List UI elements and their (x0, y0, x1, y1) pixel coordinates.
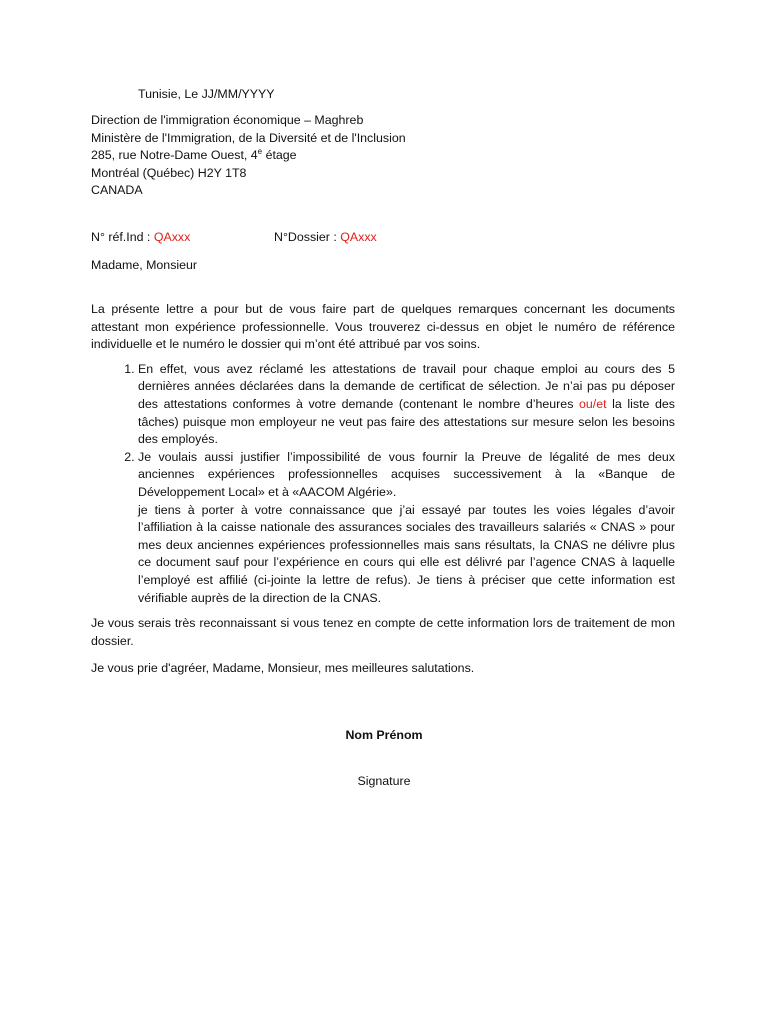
address-line-4: Montréal (Québec) H2Y 1T8 (91, 165, 247, 180)
address-line-2: Ministère de l'Immigration, de la Diversité et de l'Inclusion (91, 130, 406, 145)
salutation: Madame, Monsieur (91, 258, 198, 272)
date-line: Tunisie, Le JJ/MM/YYYY (138, 87, 275, 101)
address-line-1: Direction de l'immigration économique – Maghreb (91, 113, 364, 127)
item2-part2: je tiens à porter à votre connaissance que j’ai essayé par toutes les voies légales d’avoir l’affiliation à la caisse nationale des assurances sociales des travailleurs salariés « CNAS » pour mes deux anciennes expériences professionnelles mais sans résultats, la CNAS ne délivre plus ce document sauf pour l’expérience en cours qui elle est délivré par l’agence CNAS à laquelle l’employé est affilié (ci-jointe la lettre de refus). Je tiens à préciser que cette information est vérifiable auprès de la direction de la CNAS. (138, 502, 675, 605)
signature-label: Signature (357, 774, 411, 788)
item2-part1: 2. Je voulais aussi justifier l’impossibilité de vous fournir la Preuve de légalité de mes deux anciennes expériences professionnelles acquises successivement à la «Banque de Développement Local» et à «AACOM Algérie». (138, 449, 675, 499)
recipient-address (91, 112, 691, 200)
address-line-5: CANADA (91, 183, 143, 198)
address-line-3 (91, 147, 691, 165)
letter-body (91, 301, 675, 678)
item1-text-post: la liste des tâches) puisque mon employeur ne veut pas faire des attestations sur mesure selon les besoins des employés. (138, 396, 676, 447)
item1-text-pre: En effet, vous avez réclamé les attestations de travail pour chaque emploi au cours des 5 dernières années déclarées dans la demande de certificat de sélection. Je n’ai pas pu déposer des attestations conformes à votre demande (contenant le nombre d’heures (138, 361, 675, 411)
ref-ind-label: N° réf.Ind : (91, 230, 154, 244)
ref-ind-value: QAxxx (153, 230, 191, 244)
list-item (138, 449, 675, 607)
address-line-3-post: étage (262, 148, 297, 163)
closing-paragraph: Je vous serais très reconnaissant si vous tenez en compte de cette information lors de traitement de mon dossier. (91, 616, 675, 648)
intro-paragraph: La présente lettre a pour but de vous faire part de quelques remarques concernant les documents attestant mon expérience professionnelle. Vous trouverez ci-dessus en objet le numéro de référence individuelle et le numéro le dossier qui m’ont été attribué par vos soins. (91, 302, 675, 352)
reference-numbers (91, 229, 691, 247)
dossier-label: N°Dossier : (274, 230, 341, 244)
remarks-list (91, 361, 675, 607)
regards-paragraph: Je vous prie d'agréer, Madame, Monsieur, mes meilleures salutations. (91, 661, 475, 676)
list-item (138, 361, 675, 449)
item1-highlight: ou/et (579, 396, 607, 411)
dossier-reference (274, 229, 377, 247)
dossier-value: QAxxx (340, 230, 377, 244)
address-line-3-pre: 285, rue Notre-Dame Ouest, 4 (91, 148, 258, 163)
address-floor-superscript: e (257, 147, 263, 157)
sender-name: Nom Prénom (345, 728, 423, 742)
